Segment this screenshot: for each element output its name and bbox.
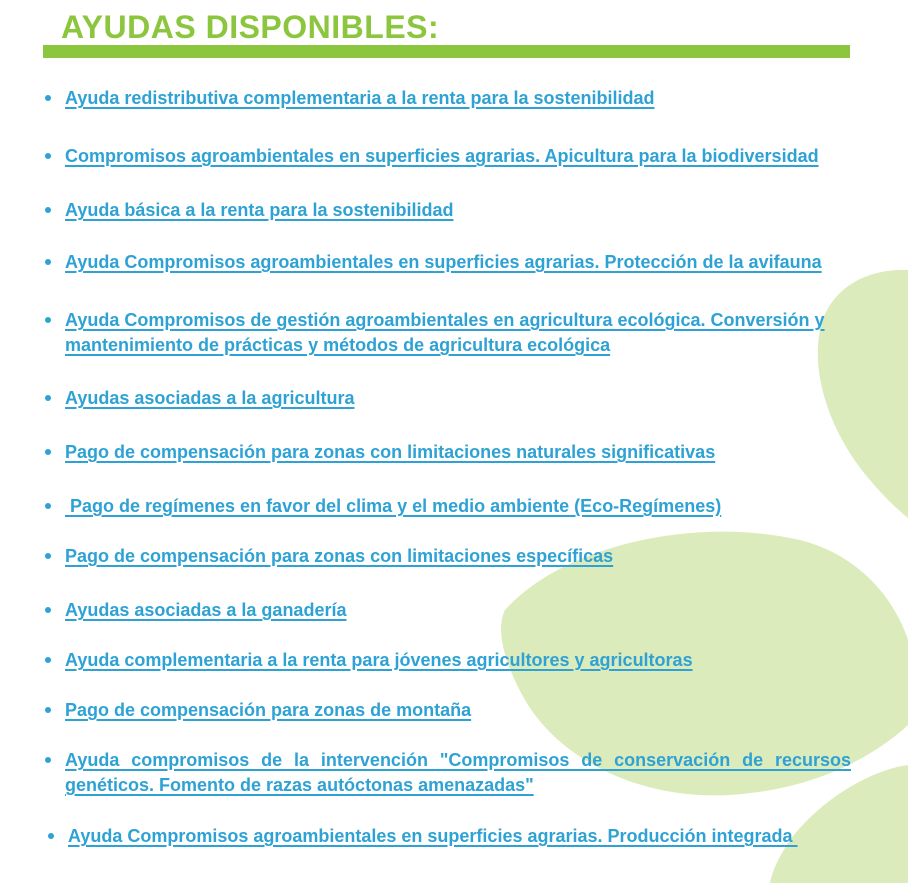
ayuda-link[interactable]: Ayuda Compromisos agroambientales en superficies agrarias. Producción integrada [68, 826, 798, 846]
ayuda-link[interactable]: Ayudas asociadas a la ganadería [65, 600, 347, 620]
ayuda-link[interactable]: Ayudas asociadas a la agricultura [65, 388, 355, 408]
bullet-icon [48, 833, 54, 839]
ayuda-link[interactable]: Ayuda complementaria a la renta para jóvenes agricultores y agricultoras [65, 650, 693, 670]
bullet-icon [45, 259, 51, 265]
bullet-icon [45, 153, 51, 159]
ayuda-link[interactable]: Ayuda compromisos de la intervención "Compromisos de conservación de recursos genéticos. Fomento de razas autóctonas amenazadas" [65, 750, 851, 795]
bullet-icon [45, 707, 51, 713]
ayuda-link[interactable]: Pago de compensación para zonas de montaña [65, 700, 472, 720]
ayuda-link[interactable]: Ayuda básica a la renta para la sostenibilidad [65, 200, 454, 220]
ayuda-link[interactable]: Compromisos agroambientales en superficies agrarias. Apicultura para la biodiversidad [65, 146, 819, 166]
ayuda-link[interactable]: Pago de compensación para zonas con limitaciones específicas [65, 546, 614, 566]
page-title: AYUDAS DISPONIBLES: [61, 9, 440, 45]
bullet-icon [45, 553, 51, 559]
bullet-icon [45, 317, 51, 323]
ayuda-link[interactable]: Ayuda redistributiva complementaria a la renta para la sostenibilidad [65, 88, 655, 108]
bullet-icon [45, 95, 51, 101]
title-underline-bar [43, 45, 850, 58]
bullet-icon [45, 395, 51, 401]
ayuda-link[interactable]: Pago de compensación para zonas con limitaciones naturales significativas [65, 442, 716, 462]
bullet-icon [45, 449, 51, 455]
bullet-icon [45, 607, 51, 613]
bullet-icon [45, 207, 51, 213]
bullet-icon [45, 657, 51, 663]
ayuda-link[interactable]: Ayuda Compromisos agroambientales en superficies agrarias. Protección de la avifauna [65, 252, 822, 272]
bullet-icon [45, 503, 51, 509]
bullet-icon [45, 757, 51, 763]
ayuda-link[interactable]: Ayuda Compromisos de gestión agroambientales en agricultura ecológica. Conversión y mantenimiento de prácticas y métodos de agricultura ecológica [65, 310, 825, 355]
ayuda-link[interactable]: Pago de regímenes en favor del clima y el medio ambiente (Eco-Regímenes) [65, 496, 722, 516]
